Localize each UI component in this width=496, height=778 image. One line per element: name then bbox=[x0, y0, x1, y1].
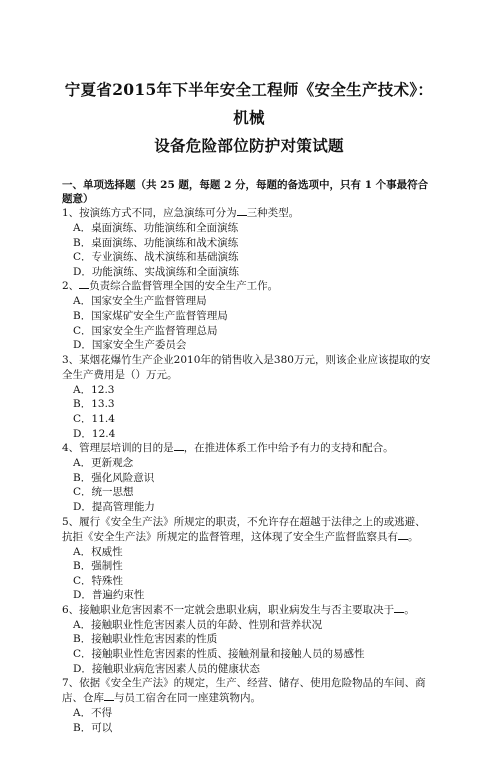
section-heading: 一、单项选择题（共 25 题，每题 2 分，每题的备选项中，只有 1 个事最符合题意） bbox=[62, 179, 429, 205]
option: C．11.4 bbox=[73, 412, 115, 425]
question bbox=[62, 603, 436, 676]
option: C．专业演练、战术演练和基础演练 bbox=[73, 251, 239, 264]
question-text: 5、履行《安全生产法》所规定的职责，不允许存在超越于法律之上的或逃避、抗拒《安全生产法》所规定的监督管理，这体现了安全生产监督监察具有 。 bbox=[62, 515, 426, 543]
question-text: 3、某烟花爆竹生产企业2010年的销售收入是380万元，则该企业应该提取的安全生产费用是（）万元。 bbox=[62, 353, 431, 381]
option: B．强制性 bbox=[73, 560, 123, 573]
option: D．普遍约束性 bbox=[73, 589, 145, 602]
option: B．可以 bbox=[73, 721, 113, 734]
question-list bbox=[62, 206, 436, 735]
option: C．接触职业性危害因素的性质、接触剂量和接触人员的易感性 bbox=[73, 648, 365, 661]
answer-blank bbox=[104, 691, 114, 701]
question bbox=[62, 676, 436, 735]
option: D．接触职业病危害因素人员的健康状态 bbox=[73, 662, 260, 675]
option: D．12.4 bbox=[73, 427, 116, 440]
question bbox=[62, 279, 436, 352]
option: A．接触职业性危害因素人员的年龄、性别和营养状况 bbox=[73, 618, 323, 631]
option: C．国家安全生产监督管理总局 bbox=[73, 324, 218, 337]
answer-blank bbox=[237, 206, 247, 216]
question-text: 4、管理层培训的目的是 ，在推进体系工作中给予有力的支持和配合。 bbox=[62, 442, 394, 455]
option: A．不得 bbox=[73, 707, 113, 720]
question-text: 7、依据《安全生产法》的规定，生产、经营、储存、使用危险物品的车间、商店、仓库 与员工宿舍在同一座建筑物内。 bbox=[62, 677, 426, 705]
answer-blank bbox=[398, 530, 408, 540]
question bbox=[62, 515, 436, 603]
option: B．接触职业性危害因素的性质 bbox=[73, 633, 218, 646]
option: A．更新观念 bbox=[73, 457, 134, 470]
option: C．特殊性 bbox=[73, 574, 124, 587]
answer-blank bbox=[174, 441, 184, 451]
option: D．功能演练、实战演练和全面演练 bbox=[73, 265, 239, 278]
answer-blank bbox=[79, 279, 89, 289]
question-text: 2、 负责综合监督管理全国的安全生产工作。 bbox=[62, 280, 279, 293]
question bbox=[62, 353, 436, 441]
answer-blank bbox=[394, 603, 404, 613]
option: A．12.3 bbox=[73, 383, 115, 396]
option: B．国家煤矿安全生产监督管理局 bbox=[73, 309, 228, 322]
question bbox=[62, 441, 436, 514]
doc-title-line2: 设备危险部位防护对策试题 bbox=[154, 136, 344, 155]
option: A．桌面演练、功能演练和全面演练 bbox=[73, 222, 239, 234]
question-text: 6、接触职业危害因素不一定就会患职业病，职业病发生与否主要取决于 。 bbox=[62, 603, 415, 616]
option: A．国家安全生产监督管理局 bbox=[73, 295, 207, 308]
option: C．统一思想 bbox=[73, 486, 134, 499]
option: B．桌面演练、功能演练和战术演练 bbox=[73, 236, 239, 249]
question-text: 1、按演练方式不同，应急演练可分为 三种类型。 bbox=[62, 207, 300, 219]
option: D．提高管理能力 bbox=[73, 500, 155, 513]
doc-title-line1: 宁夏省2015年下半年安全工程师《安全生产技术》：机械 bbox=[64, 80, 434, 127]
option: B．13.3 bbox=[73, 398, 115, 411]
option: B．强化风险意识 bbox=[73, 471, 155, 484]
option: A．权威性 bbox=[73, 545, 123, 558]
document-page bbox=[0, 76, 496, 778]
option: D．国家安全生产委员会 bbox=[73, 339, 187, 352]
question bbox=[62, 206, 436, 279]
